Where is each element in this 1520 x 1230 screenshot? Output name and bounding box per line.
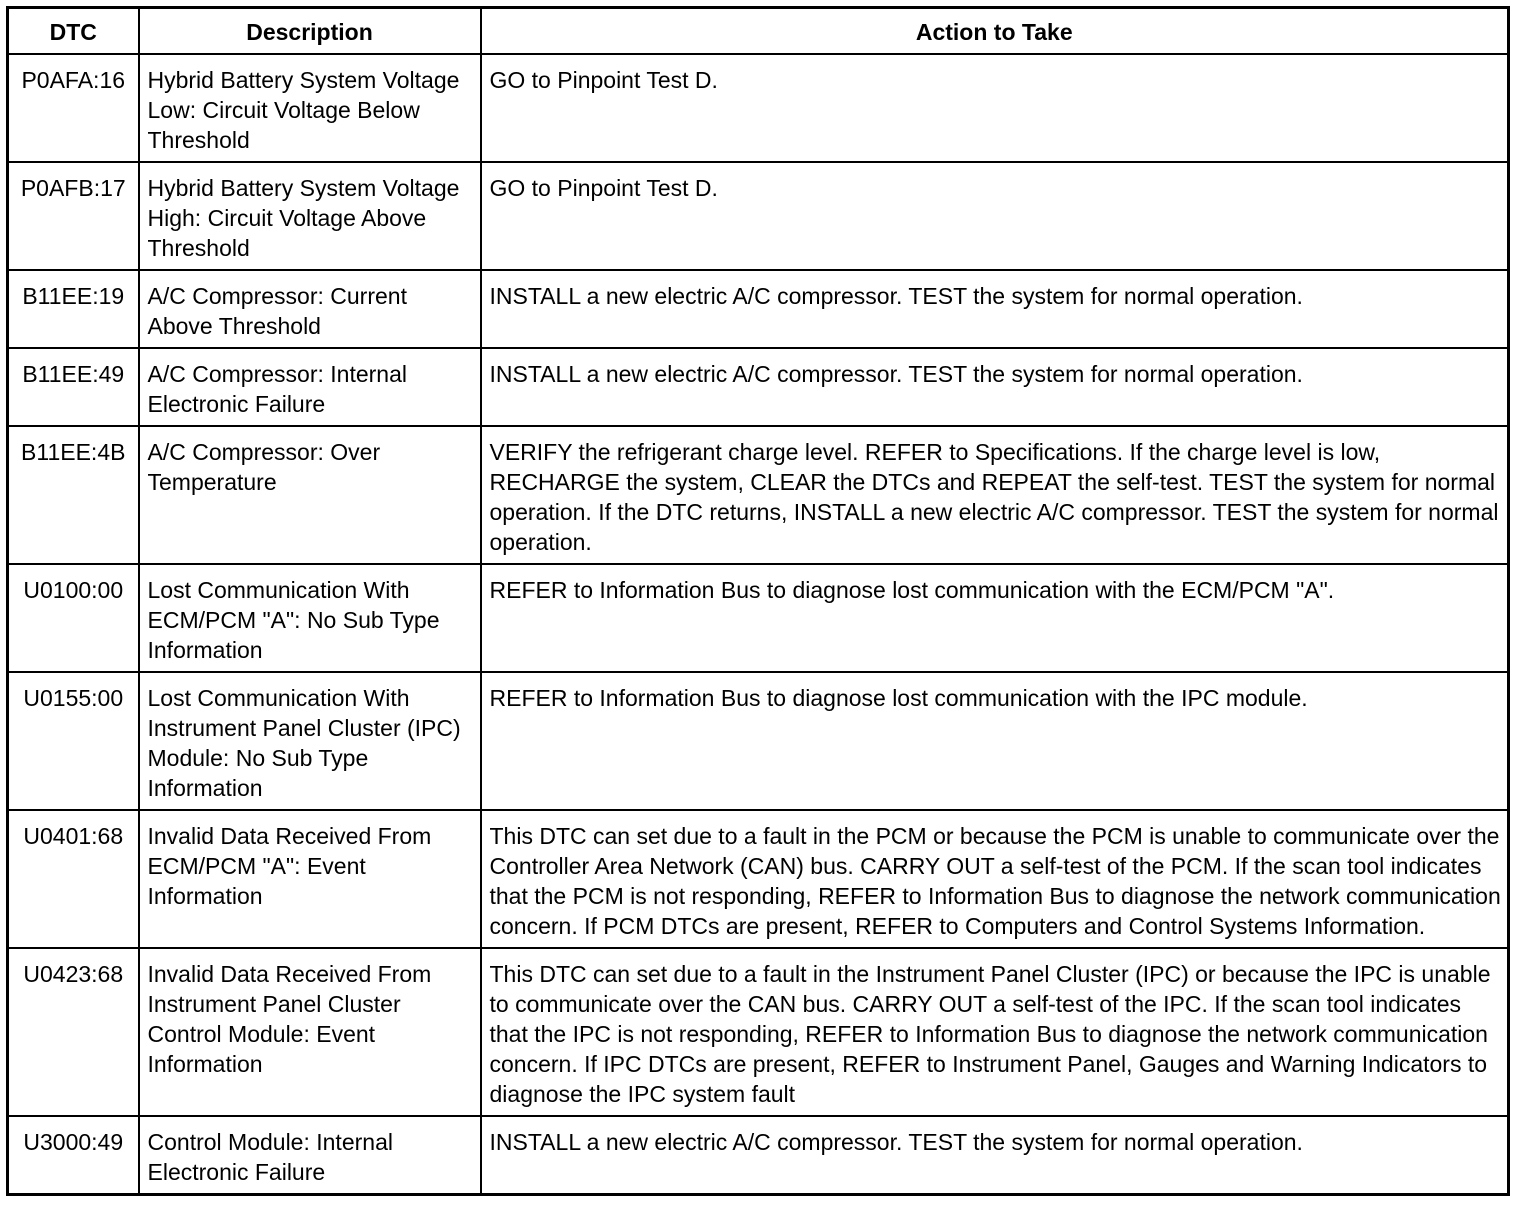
dtc-description: Hybrid Battery System Voltage Low: Circuit Voltage Below Threshold	[139, 54, 481, 162]
table-row	[8, 348, 1509, 426]
dtc-code: B11EE:4B	[8, 426, 139, 564]
table-row	[8, 54, 1509, 162]
dtc-action: INSTALL a new electric A/C compressor. TEST the system for normal operation.	[481, 348, 1509, 426]
table-row	[8, 564, 1509, 672]
dtc-description: Control Module: Internal Electronic Failure	[139, 1116, 481, 1195]
dtc-table	[6, 6, 1510, 1196]
dtc-description: Invalid Data Received From Instrument Panel Cluster Control Module: Event Information	[139, 948, 481, 1116]
dtc-code: U0423:68	[8, 948, 139, 1116]
dtc-description: Lost Communication With Instrument Panel Cluster (IPC) Module: No Sub Type Information	[139, 672, 481, 810]
table-row	[8, 1116, 1509, 1195]
table-row	[8, 162, 1509, 270]
dtc-action: GO to Pinpoint Test D.	[481, 54, 1509, 162]
table-row	[8, 948, 1509, 1116]
header-dtc: DTC	[8, 8, 139, 55]
dtc-code: P0AFB:17	[8, 162, 139, 270]
table-row	[8, 426, 1509, 564]
dtc-code: U3000:49	[8, 1116, 139, 1195]
table-row	[8, 810, 1509, 948]
dtc-action: REFER to Information Bus to diagnose lost communication with the ECM/PCM "A".	[481, 564, 1509, 672]
dtc-action: INSTALL a new electric A/C compressor. TEST the system for normal operation.	[481, 1116, 1509, 1195]
header-row	[8, 8, 1509, 55]
dtc-action: VERIFY the refrigerant charge level. REFER to Specifications. If the charge level is low, RECHARGE the system, CLEAR the DTCs and REPEAT the self-test. TEST the system for normal operation. If the DTC returns, INSTALL a new electric A/C compressor. TEST the system for normal operation.	[481, 426, 1509, 564]
dtc-action: REFER to Information Bus to diagnose lost communication with the IPC module.	[481, 672, 1509, 810]
dtc-description: Invalid Data Received From ECM/PCM "A": Event Information	[139, 810, 481, 948]
header-description: Description	[139, 8, 481, 55]
dtc-description: A/C Compressor: Internal Electronic Failure	[139, 348, 481, 426]
dtc-table-page	[6, 6, 1507, 1196]
dtc-code: U0155:00	[8, 672, 139, 810]
dtc-action: INSTALL a new electric A/C compressor. TEST the system for normal operation.	[481, 270, 1509, 348]
dtc-code: U0401:68	[8, 810, 139, 948]
table-row	[8, 672, 1509, 810]
dtc-code: B11EE:19	[8, 270, 139, 348]
dtc-description: A/C Compressor: Current Above Threshold	[139, 270, 481, 348]
table-body	[8, 54, 1509, 1195]
table-row	[8, 270, 1509, 348]
dtc-code: B11EE:49	[8, 348, 139, 426]
dtc-description: A/C Compressor: Over Temperature	[139, 426, 481, 564]
table-header	[8, 8, 1509, 55]
dtc-code: P0AFA:16	[8, 54, 139, 162]
dtc-action: GO to Pinpoint Test D.	[481, 162, 1509, 270]
dtc-description: Hybrid Battery System Voltage High: Circuit Voltage Above Threshold	[139, 162, 481, 270]
header-action: Action to Take	[481, 8, 1509, 55]
dtc-code: U0100:00	[8, 564, 139, 672]
dtc-action: This DTC can set due to a fault in the Instrument Panel Cluster (IPC) or because the IPC is unable to communicate over the CAN bus. CARRY OUT a self-test of the IPC. If the scan tool indicates that the IPC is not responding, REFER to Information Bus to diagnose the network communication concern. If IPC DTCs are present, REFER to Instrument Panel, Gauges and Warning Indicators to diagnose the IPC system fault	[481, 948, 1509, 1116]
dtc-description: Lost Communication With ECM/PCM "A": No Sub Type Information	[139, 564, 481, 672]
dtc-action: This DTC can set due to a fault in the PCM or because the PCM is unable to communicate over the Controller Area Network (CAN) bus. CARRY OUT a self-test of the PCM. If the scan tool indicates that the PCM is not responding, REFER to Information Bus to diagnose the network communication concern. If PCM DTCs are present, REFER to Computers and Control Systems Information.	[481, 810, 1509, 948]
